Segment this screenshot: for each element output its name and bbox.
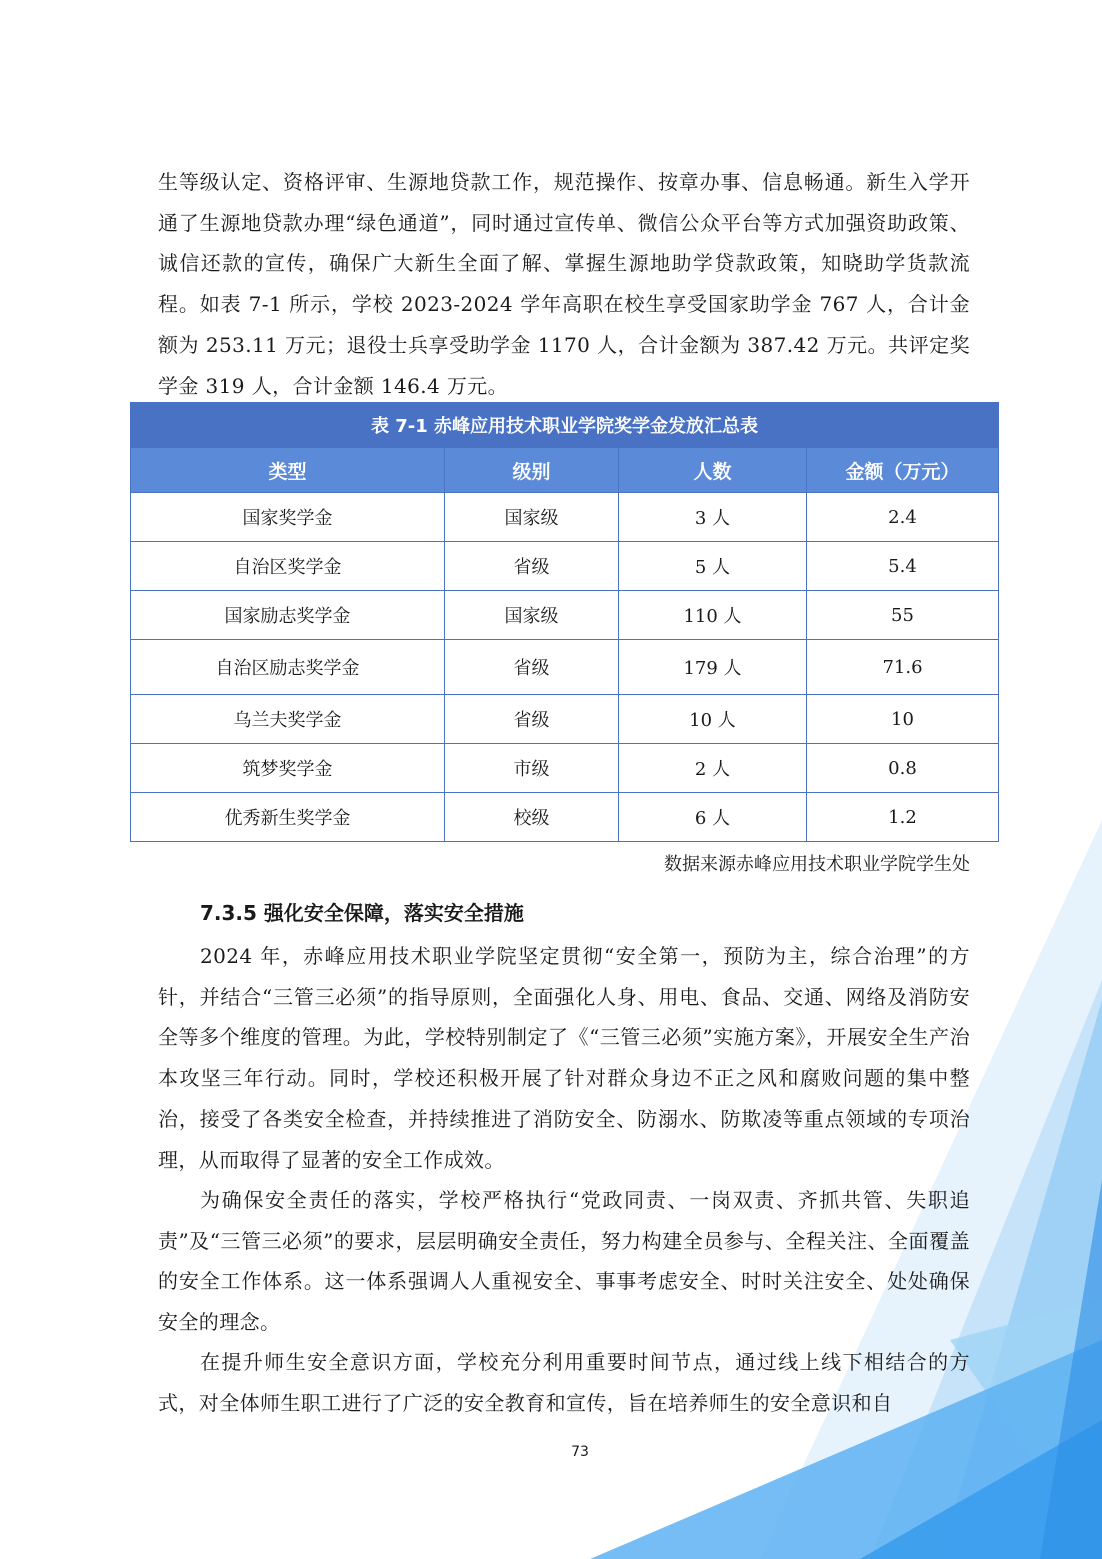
cell-type: 优秀新生奖学金 [131, 793, 445, 842]
cell-amount: 0.8 [807, 744, 999, 793]
table-row [131, 640, 999, 695]
cell-amount: 1.2 [807, 793, 999, 842]
table-row [131, 542, 999, 591]
cell-amount: 10 [807, 695, 999, 744]
cell-type: 自治区励志奖学金 [131, 640, 445, 695]
cell-type: 自治区奖学金 [131, 542, 445, 591]
cell-amount: 5.4 [807, 542, 999, 591]
table-row [131, 695, 999, 744]
table-row [131, 793, 999, 842]
cell-level: 省级 [445, 542, 619, 591]
cell-count: 3 人 [619, 493, 807, 542]
cell-count: 2 人 [619, 744, 807, 793]
table-caption: 表 7-1 赤峰应用技术职业学院奖学金发放汇总表 [131, 403, 999, 448]
intro-paragraph: 生等级认定、资格评审、生源地贷款工作，规范操作、按章办事、信息畅通。新生入学开通了生源地贷款办理“绿色通道”，同时通过宣传单、微信公众平台等方式加强资助政策、诚信还款的宣传，确保广大新生全面了解、掌握生源地助学贷款政策，知晓助学货款流程。如表 7-1 所示，学校 2023-2024 学年高职在校生享受国家助学金 767 人，合计金额为 253.11 万元；退役士兵享受助学金 1170 人，合计金额为 387.42 万元。共评定奖学金 319 人，合计金额 146.4 万元。 [158, 170, 970, 398]
table-row [131, 744, 999, 793]
section-heading: 7.3.5 强化安全保障，落实安全措施 [200, 901, 524, 925]
cell-count: 110 人 [619, 591, 807, 640]
section-paragraph-2: 为确保安全责任的落实，学校严格执行“党政同责、一岗双责、齐抓共管、失职追责”及“三管三必须”的要求，层层明确安全责任，努力构建全员参与、全程关注、全面覆盖的安全工作体系。这一体系强调人人重视安全、事事考虑安全、时时关注安全、处处确保安全的理念。 [158, 1188, 970, 1335]
header-level: 级别 [445, 448, 619, 493]
cell-count: 6 人 [619, 793, 807, 842]
page-number: 73 [571, 1444, 589, 1460]
cell-level: 省级 [445, 695, 619, 744]
cell-count: 10 人 [619, 695, 807, 744]
header-count: 人数 [619, 448, 807, 493]
cell-type: 国家励志奖学金 [131, 591, 445, 640]
cell-amount: 2.4 [807, 493, 999, 542]
table-row [131, 493, 999, 542]
section-paragraph-3: 在提升师生安全意识方面，学校充分利用重要时间节点，通过线上线下相结合的方式，对全体师生职工进行了广泛的安全教育和宣传，旨在培养师生的安全意识和自 [158, 1350, 970, 1415]
cell-count: 179 人 [619, 640, 807, 695]
cell-type: 筑梦奖学金 [131, 744, 445, 793]
cell-count: 5 人 [619, 542, 807, 591]
table-source-note: 数据来源赤峰应用技术职业学院学生处 [664, 854, 970, 875]
cell-level: 省级 [445, 640, 619, 695]
section-paragraph-1: 2024 年，赤峰应用技术职业学院坚定贯彻“安全第一，预防为主，综合治理”的方针，并结合“三管三必须”的指导原则，全面强化人身、用电、食品、交通、网络及消防安全等多个维度的管理。为此，学校特别制定了《“三管三必须”实施方案》，开展安全生产治本攻坚三年行动。同时，学校还积极开展了针对群众身边不正之风和腐败问题的集中整治，接受了各类安全检查，并持续推进了消防安全、防溺水、防欺凌等重点领域的专项治理，从而取得了显著的安全工作成效。 [158, 944, 970, 1172]
cell-type: 乌兰夫奖学金 [131, 695, 445, 744]
cell-type: 国家奖学金 [131, 493, 445, 542]
header-type: 类型 [131, 448, 445, 493]
table-row [131, 591, 999, 640]
cell-amount: 71.6 [807, 640, 999, 695]
cell-amount: 55 [807, 591, 999, 640]
cell-level: 校级 [445, 793, 619, 842]
cell-level: 国家级 [445, 493, 619, 542]
header-amount: 金额（万元） [807, 448, 999, 493]
cell-level: 市级 [445, 744, 619, 793]
cell-level: 国家级 [445, 591, 619, 640]
scholarship-table [130, 402, 999, 842]
